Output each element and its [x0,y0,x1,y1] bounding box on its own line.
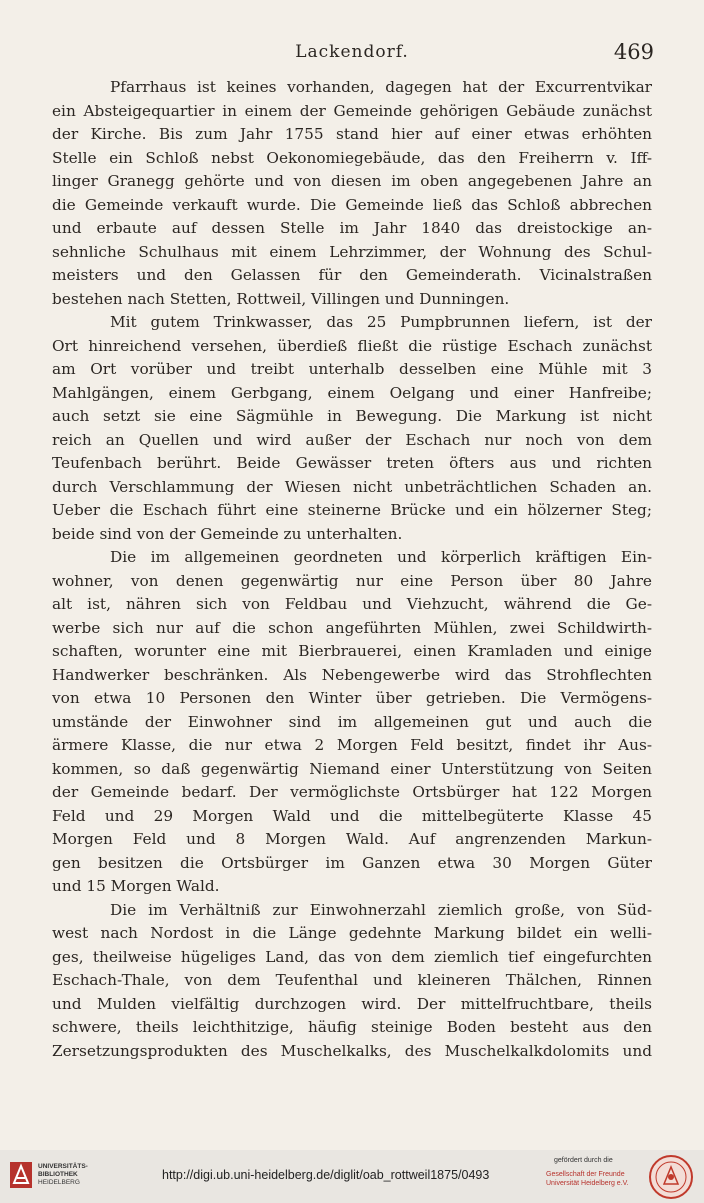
text-line: Die im Verhältniß zur Einwohnerzahl ziemlich große, von Süd- [110,900,652,919]
body-text [52,76,652,1063]
text-line: linger Granegg gehörte und von diesen im oben angegebenen Jahre an [52,172,652,190]
text-line: der Gemeinde bedarf. Der vermöglichste Ortsbürger hat 122 Morgen [52,783,652,801]
text-line: ges, theilweise hügeliges Land, das von dem ziemlich tief eingefurchten [52,947,652,966]
text-line: ein Absteigequartier in einem der Gemeinde gehörigen Gebäude zunächst [52,101,652,120]
text-line: Handwerker beschränken. Als Nebengewerbe wird das Strohflechten [52,665,652,684]
text-line: der Kirche. Bis zum Jahr 1755 stand hier auf einer etwas erhöhten [52,125,652,143]
text-line: Stelle ein Schloß nebst Oekonomiegebäude, das den Freiherrn v. Iff- [52,148,652,167]
text-line: umstände der Einwohner sind im allgemeinen gut und auch die [52,712,652,731]
text-line: reich an Quellen und wird außer der Eschach nur noch von dem [52,430,652,449]
text-line: alt ist, nähren sich von Feldbau und Viehzucht, während die Ge- [52,595,652,613]
page-header [0,40,704,72]
text-line: und 15 Morgen Wald. [52,877,220,895]
text-line: schaften, worunter eine mit Bierbrauerei, einen Kramladen und einige [52,642,652,660]
university-seal-icon [648,1154,694,1200]
text-line: durch Verschlammung der Wiesen nicht unbeträchtlichen Schaden an. [52,477,652,496]
digitization-footer [0,1150,704,1203]
text-line: schwere, theils leichthitzige, häufig steinige Boden besteht aus den [52,1018,652,1036]
text-line: Feld und 29 Morgen Wald und die mittelbegüterte Klasse 45 [52,806,652,825]
text-line: Teufenbach berührt. Beide Gewässer treten öfters aus und richten [52,454,652,472]
text-line: Eschach-Thale, von dem Teufenthal und kleineren Thälchen, Rinnen [52,971,652,989]
text-line: wohner, von denen gegenwärtig nur eine Person über 80 Jahre [52,571,652,590]
source-url-link[interactable]: http://digi.ub.uni-heidelberg.de/diglit/oab_rottweil1875/0493 [162,1168,490,1182]
text-line: Ueber die Eschach führt eine steinerne Brücke und ein hölzerner Steg; [52,501,652,519]
text-line: Morgen Feld und 8 Morgen Wald. Auf angrenzenden Markun- [52,830,652,848]
text-line: bestehen nach Stetten, Rottweil, Villingen und Dunningen. [52,289,510,308]
text-line: sehnliche Schulhaus mit einem Lehrzimmer, der Wohnung des Schul- [52,242,652,261]
text-line: Pfarrhaus ist keines vorhanden, dagegen hat der Excurrentvikar [110,78,652,96]
text-line: Mit gutem Trinkwasser, das 25 Pumpbrunnen liefern, ist der [110,313,652,331]
page-number: 469 [613,40,654,64]
library-name: UNIVERSITÄTS- BIBLIOTHEK HEIDELBERG [38,1163,88,1186]
text-line: Mahlgängen, einem Gerbgang, einem Oelgang und einer Hanfreibe; [52,383,652,402]
text-line: die Gemeinde verkauft wurde. Die Gemeinde ließ das Schloß abbrechen [52,195,652,214]
text-line: von etwa 10 Personen den Winter über getrieben. Die Vermögens- [52,689,652,707]
text-line: Ort hinreichend versehen, überdieß fließt die rüstige Eschach zunächst [52,336,652,355]
university-library-logo-icon [10,1162,32,1188]
text-line: beide sind von der Gemeinde zu unterhalten. [52,524,403,543]
text-line: am Ort vorüber und treibt unterhalb desselben eine Mühle mit 3 [52,360,652,378]
text-line: kommen, so daß gegenwärtig Niemand einer Unterstützung von Seiten [52,759,652,778]
running-head: Lackendorf. [295,42,409,62]
text-line: Zersetzungsprodukten des Muschelkalks, des Muschelkalkdolomits und [52,1041,652,1060]
text-line: meisters und den Gelassen für den Gemeinderath. Vicinalstraßen [52,266,652,284]
text-line: und erbaute auf dessen Stelle im Jahr 1840 das dreistockige an- [52,219,652,237]
text-line: gen besitzen die Ortsbürger im Ganzen etwa 30 Morgen Güter [52,853,652,872]
society-name: Gesellschaft der Freunde Universität Heidelberg e.V. [546,1171,629,1187]
supported-by-label: gefördert durch die [554,1157,613,1164]
text-line: werbe sich nur auf die schon angeführten Mühlen, zwei Schildwirth- [52,618,652,637]
text-line: auch setzt sie eine Sägmühle in Bewegung. Die Markung ist nicht [52,407,652,425]
text-line: und Mulden vielfältig durchzogen wird. Der mittelfruchtbare, theils [52,994,652,1013]
text-line: ärmere Klasse, die nur etwa 2 Morgen Feld besitzt, findet ihr Aus- [52,736,652,754]
text-line: west nach Nordost in die Länge gedehnte Markung bildet ein welli- [52,924,652,942]
text-line: Die im allgemeinen geordneten und körperlich kräftigen Ein- [110,548,652,566]
